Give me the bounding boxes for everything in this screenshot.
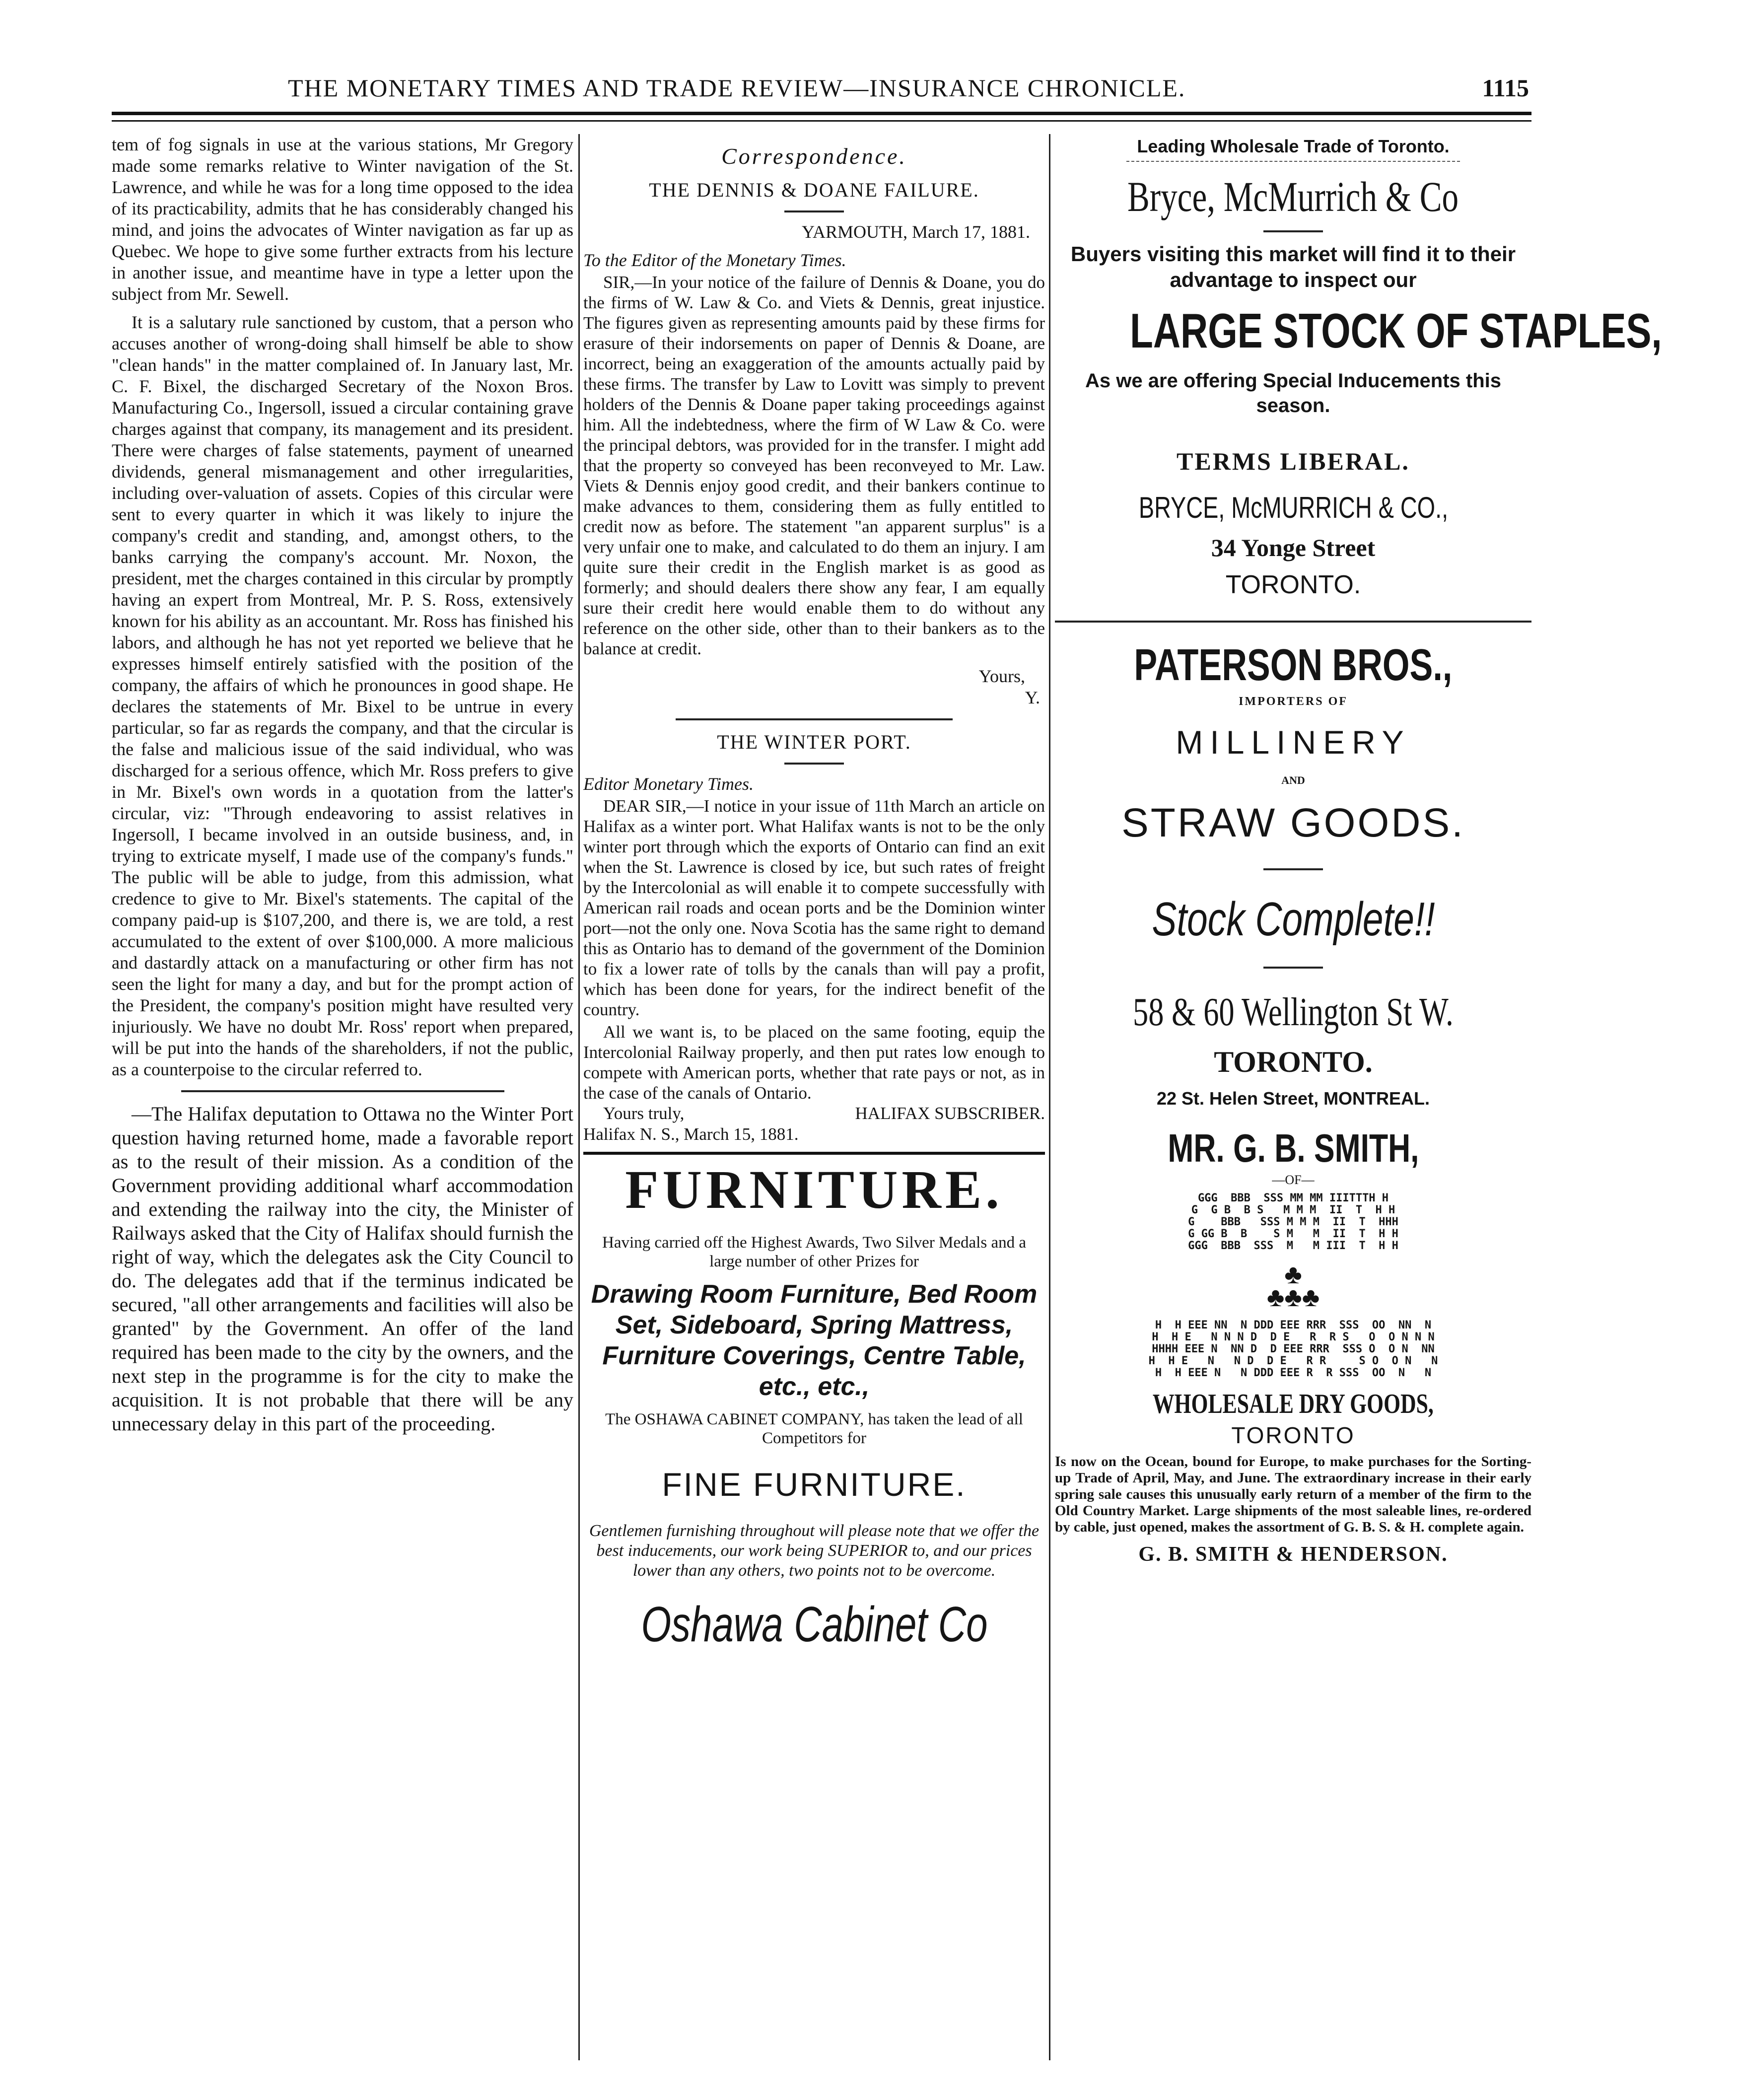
letter1-title: THE DENNIS & DOANE FAILURE.: [649, 179, 979, 201]
smith-wholesale: WHOLESALE DRY GOODS,: [1152, 1389, 1434, 1419]
paterson-city: TORONTO.: [1214, 1046, 1373, 1078]
divider: [784, 210, 844, 212]
paragraph-fog-signals: tem of fog signals in use at the various stations, Mr Gregory made some remarks relative to Winter navigation of the St. Lawrence, and while he was for a long time opposed to the idea of its practicability, admits that he has considerably changed his mind, and joins the advocates of Winter navigation as far up as Quebec. We hope to give some further extracts from his lecture in another issue, and meantime have in type a letter upon the subject from Mr. Sewell.: [112, 135, 573, 304]
bryce-text2: As we are offering Special Inducements this season.: [1085, 370, 1501, 417]
bryce-address: 34 Yonge Street: [1211, 534, 1376, 561]
bryce-terms: TERMS LIBERAL.: [1177, 447, 1410, 475]
smith-body: Is now on the Ocean, bound for Europe, to make purchases for the Sorting-up Trade of April, May, and June. The extraordinary increase in their early spring sale causes this unusually early return of a member of the firm to the Old Country Market. Large shipments of the most saleable lines, re-ordered by cable, just opened, makes the assortment of G. B. S. & H. complete again.: [1055, 1454, 1531, 1535]
divider: [784, 763, 844, 765]
column-correspondence: [583, 134, 1045, 2070]
furniture-ad-title: FURNITURE.: [625, 1159, 1003, 1220]
paterson-stock: Stock Complete!!: [1151, 893, 1435, 946]
letter2-title: THE WINTER PORT.: [717, 731, 911, 753]
paterson-importers: IMPORTERS OF: [1239, 695, 1348, 708]
trade-heading: Leading Wholesale Trade of Toronto.: [1137, 136, 1450, 156]
paragraph-halifax-deputation: —The Halifax deputation to Ottawa no the Winter Port question having returned home, made a favorable report as to the result of their mission. As a condition of the Government providing additional wharf accommodation and extending the railway into the city, the Minister of Railways asked that the City of Halifax should furnish the right of way, which the delegates ask the City Council to do. The delegates add that if the terminus indicated be secured, "all other arrangements and facilities will also be granted" by the Government. An offer of the land required has been made to the city by the owners, and the next step in the programme is for the city to make the acquisition. It is not probable that there will be any unnecessary delay in this part of the proceeding.: [112, 1103, 573, 1435]
paterson-millinery: MILLINERY: [1176, 724, 1411, 761]
header-rule: [112, 112, 1531, 115]
bryce-name: Bryce, McMurrich & Co: [1127, 173, 1459, 220]
divider: [1263, 868, 1323, 870]
furniture-ad-brand: Oshawa Cabinet Co: [640, 1597, 988, 1652]
letter2-place-date: Halifax N. S., March 15, 1881.: [583, 1124, 799, 1144]
henderson-block-letters: H H EEE NN N DDD EEE RRR SSS OO NN N H H E N N N D D E R R S O O N N N HHHH EEE N NN D D EEE RRR SSS O O N NN H H E N N D D E R R S O O N N H H EEE N N DDD EEE R R SSS OO N N: [1148, 1319, 1438, 1379]
paterson-straw: STRAW GOODS.: [1121, 800, 1465, 845]
paterson-address: 58 & 60 Wellington St W.: [1133, 990, 1454, 1034]
furniture-ad-line2: The OSHAWA CABINET COMPANY, has taken the lead of all Competitors for: [605, 1410, 1023, 1447]
column-trade-ads: [1055, 134, 1662, 2070]
letter2-salutation: Editor Monetary Times.: [583, 774, 754, 794]
letter1-dateline: YARMOUTH, March 17, 1881.: [802, 222, 1030, 242]
divider: [1126, 161, 1460, 162]
divider: [676, 718, 953, 720]
bryce-name2: BRYCE, McMURRICH & CO.,: [1138, 491, 1448, 524]
divider: [1263, 230, 1323, 232]
letter2-signature: HALIFAX SUBSCRIBER.: [855, 1104, 1045, 1123]
ampersand-ornament-icon: ♣ ♣♣♣: [1266, 1260, 1320, 1312]
letter2-body-2: All we want is, to be placed on the same footing, equip the Intercolonial Railway properly, and then put rates low enough to compete with American ports, whether that rate pays or not, as in the case of the canals of Ontario.: [583, 1022, 1045, 1103]
column-divider-2: [1049, 134, 1050, 2060]
header-rule-thin: [112, 120, 1531, 122]
bryce-text: Buyers visiting this market will find it to their advantage to inspect our: [1070, 242, 1516, 291]
letter1-signature: Y.: [1025, 688, 1040, 707]
letter2-body-1: DEAR SIR,—I notice in your issue of 11th March an article on Halifax as a winter port. What Halifax wants is not to be the only winter port through which the exports of Ontario can find an exit when the St. Lawrence is closed by ice, but such rates of freight by the Intercolonial as will enable it to compete successfully with American rail roads and ocean ports and be the Dominion winter port—not the only one. Nova Scotia has the same right to demand this as Ontario has to demand of the government of the Dominion to fix a lower rate of tolls by the canals than will pay a profit, which has been done for years, for the indirect benefit of the country.: [583, 796, 1045, 1019]
paterson-name: PATERSON BROS.,: [1134, 640, 1453, 690]
smith-city: TORONTO: [1231, 1422, 1355, 1448]
letter1-body: SIR,—In your notice of the failure of Dennis & Doane, you do the firms of W. Law & Co. and Viets & Dennis, great injustice. The figures given as representing amounts paid by these firms for erasure of their indorsements on paper of Dennis & Doane, are incorrect, being an exaggeration of the amounts actually paid by these firms. The transfer by Law to Lovitt was simply to prevent holders of the Dennis & Doane paper taking proceedings against him. All the indebtedness, where the firm of W Law & Co. were the principal debtors, was provided for in the transfer. I might add that the property so conveyed has been reconveyed to Mr. Law. Viets & Dennis enjoy good credit, and their bankers continue to make advances to them, considering them as fully entitled to credit now as before. The statement "an apparent surplus" is a very unfair one to make, and calculated to do them an injury. I am quite sure their credit in the English market is as good as formerly; and should dealers there show any fear, I am equally sure their credit here would enable them to do without any reference on the other side, other than to their bankers as to the balance at credit.: [583, 273, 1045, 658]
section-heading: Correspondence.: [721, 143, 907, 169]
column-divider-1: [578, 134, 580, 2060]
letter1-salutation: To the Editor of the Monetary Times.: [583, 250, 846, 270]
letter2-sign-line: [583, 1103, 1045, 1123]
page-number: 1115: [1482, 74, 1529, 102]
smith-signature: G. B. SMITH & HENDERSON.: [1138, 1543, 1448, 1566]
bryce-city: TORONTO.: [1225, 570, 1361, 599]
smith-block-letters: GGG BBB SSS MM MM IIITTTH H G G B B S M M M II T H H G BBB SSS M M M II T HHH G GG B B S M M II T H H GGG BBB SSS M M III T H H: [1188, 1192, 1398, 1252]
smith-name: MR. G. B. SMITH,: [1167, 1126, 1419, 1170]
smith-of: —OF—: [1272, 1173, 1315, 1187]
column-editorial: [112, 134, 573, 2070]
furniture-ad-products: Drawing Room Furniture, Bed Room Set, Sideboard, Spring Mattress, Furniture Coverings, Centre Table, etc., etc.,: [591, 1280, 1038, 1401]
running-title: THE MONETARY TIMES AND TRADE REVIEW—INSURANCE CHRONICLE.: [288, 74, 1186, 102]
ad-rule: [583, 1152, 1045, 1155]
divider: [181, 1090, 504, 1092]
furniture-ad-note: Gentlemen furnishing throughout will please note that we offer the best inducements, our work being SUPERIOR to, and our prices lower than any others, two points not to be overcome.: [589, 1522, 1040, 1580]
paterson-and: AND: [1281, 774, 1305, 786]
letter2-closing: Yours truly,: [603, 1104, 685, 1123]
furniture-ad-intro: Having carried off the Highest Awards, Two Silver Medals and a large number of other Prizes for: [602, 1234, 1026, 1270]
paterson-montreal: 22 St. Helen Street, MONTREAL.: [1156, 1088, 1430, 1109]
bryce-headline: LARGE STOCK OF STAPLES,: [1130, 303, 1662, 358]
divider: [1263, 967, 1323, 969]
letter1-closing: Yours,: [978, 666, 1025, 686]
furniture-ad-headline: FINE FURNITURE.: [662, 1466, 967, 1503]
page-header: [114, 70, 1529, 109]
divider: [1055, 621, 1531, 623]
paragraph-bixel: It is a salutary rule sanctioned by custom, that a person who accuses another of wrong-doing shall himself be able to show "clean hands" in the matter complained of. In January last, Mr. C. F. Bixel, the discharged Secretary of the Noxon Bros. Manufacturing Co., Ingersoll, issued a circular containing grave charges against that company, its management and its president. There were charges of false statements, payment of unearned dividends, general mismanagement and other irregularities, including over-valuation of assets. Copies of this circular were sent to every quarter in which it was likely to injure the company's credit and standing, and, amongst others, to the banks carrying the company's account. Mr. Noxon, the president, met the charges contained in this circular by promptly having an expert from Montreal, Mr. P. S. Ross, extensively known for his ability as an accountant. Mr. Ross has finished his labors, and although he has not yet reported we believe that he expresses himself entirely satisfied with the position of the company, the affairs of which he pronounces in good shape. He declares the statements of Mr. Bixel to be untrue in every particular, so far as regards the company, and that the circular is the false and malicious issue of the said individual, who was discharged for a serious offence, which Mr. Ross prefers to give in Mr. Bixel's own words in a quotation from the latter's circular, viz: "Through endeavoring to assist relatives in Ingersoll, I became involved in an outside business, and, in trying to extricate myself, I made use of the company's funds." The public will be able to judge, from this admission, what credence to give to Mr. Bixel's statements. The capital of the company paid-up is $107,200, and there is, we are told, a rest accumulated to the extent of over $100,000. A more malicious and dastardly attack on a manufacturing or other firm has not seen the light for many a day, and but for the prompt action of the President, the company's position might have resulted very injuriously. We have no doubt Mr. Ross' report when prepared, will be put into the hands of the shareholders, if not the public, as a counterpoise to the circular referred to.: [112, 312, 573, 1079]
